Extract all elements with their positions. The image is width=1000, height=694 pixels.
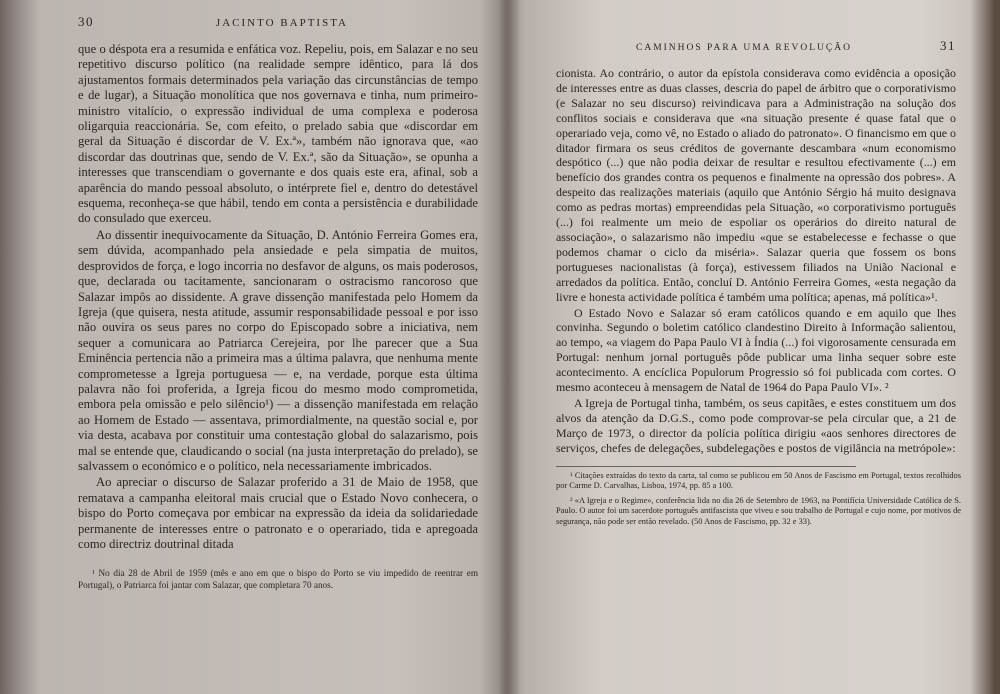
footnote: ¹ No dia 28 de Abril de 1959 (mês e ano em que o bispo do Porto se viu impedido de reentrar em Portugal), o Patriarca foi jantar com Salazar, que completara 70 anos. (78, 568, 478, 590)
footnotes (556, 466, 961, 528)
paragraph: cionista. Ao contrário, o autor da epístola considerava como evidência a oposição de interesses entre as duas classes, descria do papel de árbitro que o corporativismo (e Salazar no seu discurso) reivindicava para a Administração na solução dos conflitos sociais e considerava que «na situação presente é quase fatal que o operariado veja, como vê, no Estado o aliado do patronato». O financismo em que o ditador firmara os seus créditos de governante descambara «num economismo despótico (...) que não podia deixar de resultar e resultou efectivamente (...) em benefício dos grandes contra os pequenos e finalmente na opressão dos pobres». A despeito das realizações materiais (aquilo que António Sérgio há muito designava como as pedras mortas) empreendidas pela Situação, «o corporativismo português (...) foi realmente um meio de espoliar os operários do direito natural de associação», o salazarismo não impediu «que se estabelecesse e fechasse o que podemos chamar o ciclo da miséria». Salazar queria que fossem os bons portugueses nacionalistas (à força), estivessem filiados na União Nacional e arredados da política. Então, concluí D. António Ferreira Gomes, «esta negação da livre e honesta actividade política é também uma política; apenas, má política»¹. (556, 66, 956, 304)
paragraph: Ao dissentir inequivocamente da Situação, D. António Ferreira Gomes era, sem dúvida, acompanhado pela ansiedade e pela simpatia de muitos, desprovidos de força, e logo incorria no desfavor de alguns, os mais poderosos, que, declarada ou tacitamente, sancionaram o ostracismo rancoroso que Salazar impôs ao dissidente. A grave dissenção manifestada pelo Homem da Igreja (que quisera, nesta atitude, assumir responsabilidade pessoal e por isso não ouvira os seus pares no corpo do Episcopado sobre a iniciativa, nem sequer a comunicara ao Patriarca Cerejeira, por lhe parecer que a Sua Eminência pertencia não a primeira mas a última palavra, que nenhuma mente comprometesse a Igreja portuguesa — e, na verdade, porque esta última palavra não foi proferida, a Igreja ficou do mesmo modo comprometida, embora pela omissão e pelo silêncio¹) — a dissenção manifestada em relação ao Homem de Estado — assentava, primordialmente, na questão social e, por via desta, acabava por constituir uma contestação global do salazarismo, pois mal se entende que, claudicando o social (na justa interpretação do prelado), se salvassem o económico e o político, nela necessariamente imbricados. (78, 227, 478, 473)
footnotes (78, 568, 478, 591)
running-head: JACINTO BAPTISTA (215, 17, 348, 29)
right-page (516, 0, 986, 694)
footnote: ² «A Igreja e o Regime», conferência lida no dia 26 de Setembro de 1963, na Pontifícia Universidade Católica de S. Paulo. O autor foi um sacerdote português antifascista que viveu e sou trabalho de Portugal e cujo nome, por motivos de segurança, não pode ser então revelado. (50 Anos de Fascismo, pp. 32 e 33). (556, 495, 961, 526)
running-head: CAMINHOS PARA UMA REVOLUÇÃO (636, 43, 852, 53)
paragraph: que o déspota era a resumida e enfática voz. Repeliu, pois, em Salazar e no seu repetitivo discurso político (na realidade sempre idêntico, para lá dos ajustamentos formais determinados pela variação das circunstâncias de tempo e de lugar), a Situação monolítica que nos governava e tinha, num primeiro-ministro vitalício, o expressão individual de uma complexa e poderosa oligarquia reaccionária. Se, com efeito, o prelado sabia que «discordar em geral da Situação é discordar de V. Ex.ª», também não ignorava que, «ao discordar das doutrinas que, sendo de V. Ex.ª, são da Situação», se opunha a interesses que transcendiam o governante e dos quais este era, afinal, sob a aparência do mando pessoal absoluto, o intérprete fiel e, dentro do detestável esquema, reconheça-se que hábil, tendo em conta a persistência e durabilidade do consulado que exerceu. (78, 42, 478, 226)
right-page-header (556, 38, 956, 54)
paragraph: O Estado Novo e Salazar só eram católicos quando e em aquilo que lhes convinha. Segundo o boletim católico clandestino Direito à Informação salientou, ao tempo, «a viagem do Papa Paulo VI à Índia (...) foi vigorosamente censurada em Portugal: nenhum jornal português pôde publicar uma linha sequer sobre este acontecimento. A encíclica Populorum Progressio só foi publicada com cortes. O mesmo aconteceu à mensagem de Natal de 1964 do Papa Paulo VI». ² (556, 305, 956, 395)
left-page-header (78, 14, 478, 30)
footnote: ¹ Citações extraídas do texto da carta, tal como se publicou em 50 Anos de Fascismo em Portugal, textos recolhidos por Carme D. Carvalhas, Lisboa, 1974, pp. 85 a 100. (556, 470, 961, 491)
paragraph: A Igreja de Portugal tinha, também, os seus capitães, e estes constituem um dos alvos da atenção da D.G.S., como pode comprovar-se pela circular que, a 21 de Março de 1973, o director da polícia política dirigiu «aos senhores directores de serviços, chefes de delegações, subdelegações e postos de vigilância na metrópole»: (556, 395, 956, 455)
page-number: 31 (940, 38, 956, 53)
paragraph: Ao apreciar o discurso de Salazar proferido a 31 de Maio de 1958, que rematava a campanha eleitoral mais crucial que o Estado Novo conhecera, o bispo do Porto começava por embicar na expressão da ideia da solidariedade permanente de interesses entre o patronato e o operariado, tida e apregoada como directriz doutrinal ditada (78, 475, 478, 551)
page-number: 30 (78, 14, 94, 29)
